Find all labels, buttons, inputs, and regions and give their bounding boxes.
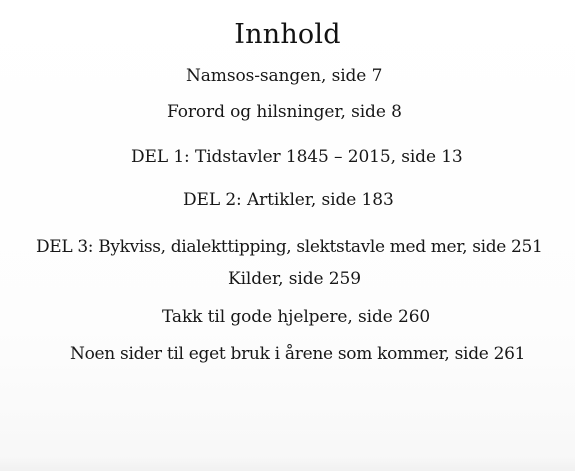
page-bottom-edge (0, 457, 575, 471)
toc-entry-namsos-sangen: Namsos-sangen, side 7 (186, 66, 383, 86)
toc-entry-noen-sider: Noen sider til eget bruk i årene som kommer, side 261 (70, 344, 526, 364)
toc-entry-del-3: DEL 3: Bykviss, dialekttipping, slektstavle med mer, side 251 (36, 237, 543, 257)
toc-entry-kilder: Kilder, side 259 (228, 269, 361, 289)
toc-entry-del-1: DEL 1: Tidstavler 1845 – 2015, side 13 (131, 147, 463, 167)
page-title: Innhold (234, 19, 341, 50)
toc-entry-del-2: DEL 2: Artikler, side 183 (183, 190, 394, 210)
toc-entry-forord: Forord og hilsninger, side 8 (167, 102, 402, 122)
toc-entry-takk: Takk til gode hjelpere, side 260 (162, 307, 431, 327)
